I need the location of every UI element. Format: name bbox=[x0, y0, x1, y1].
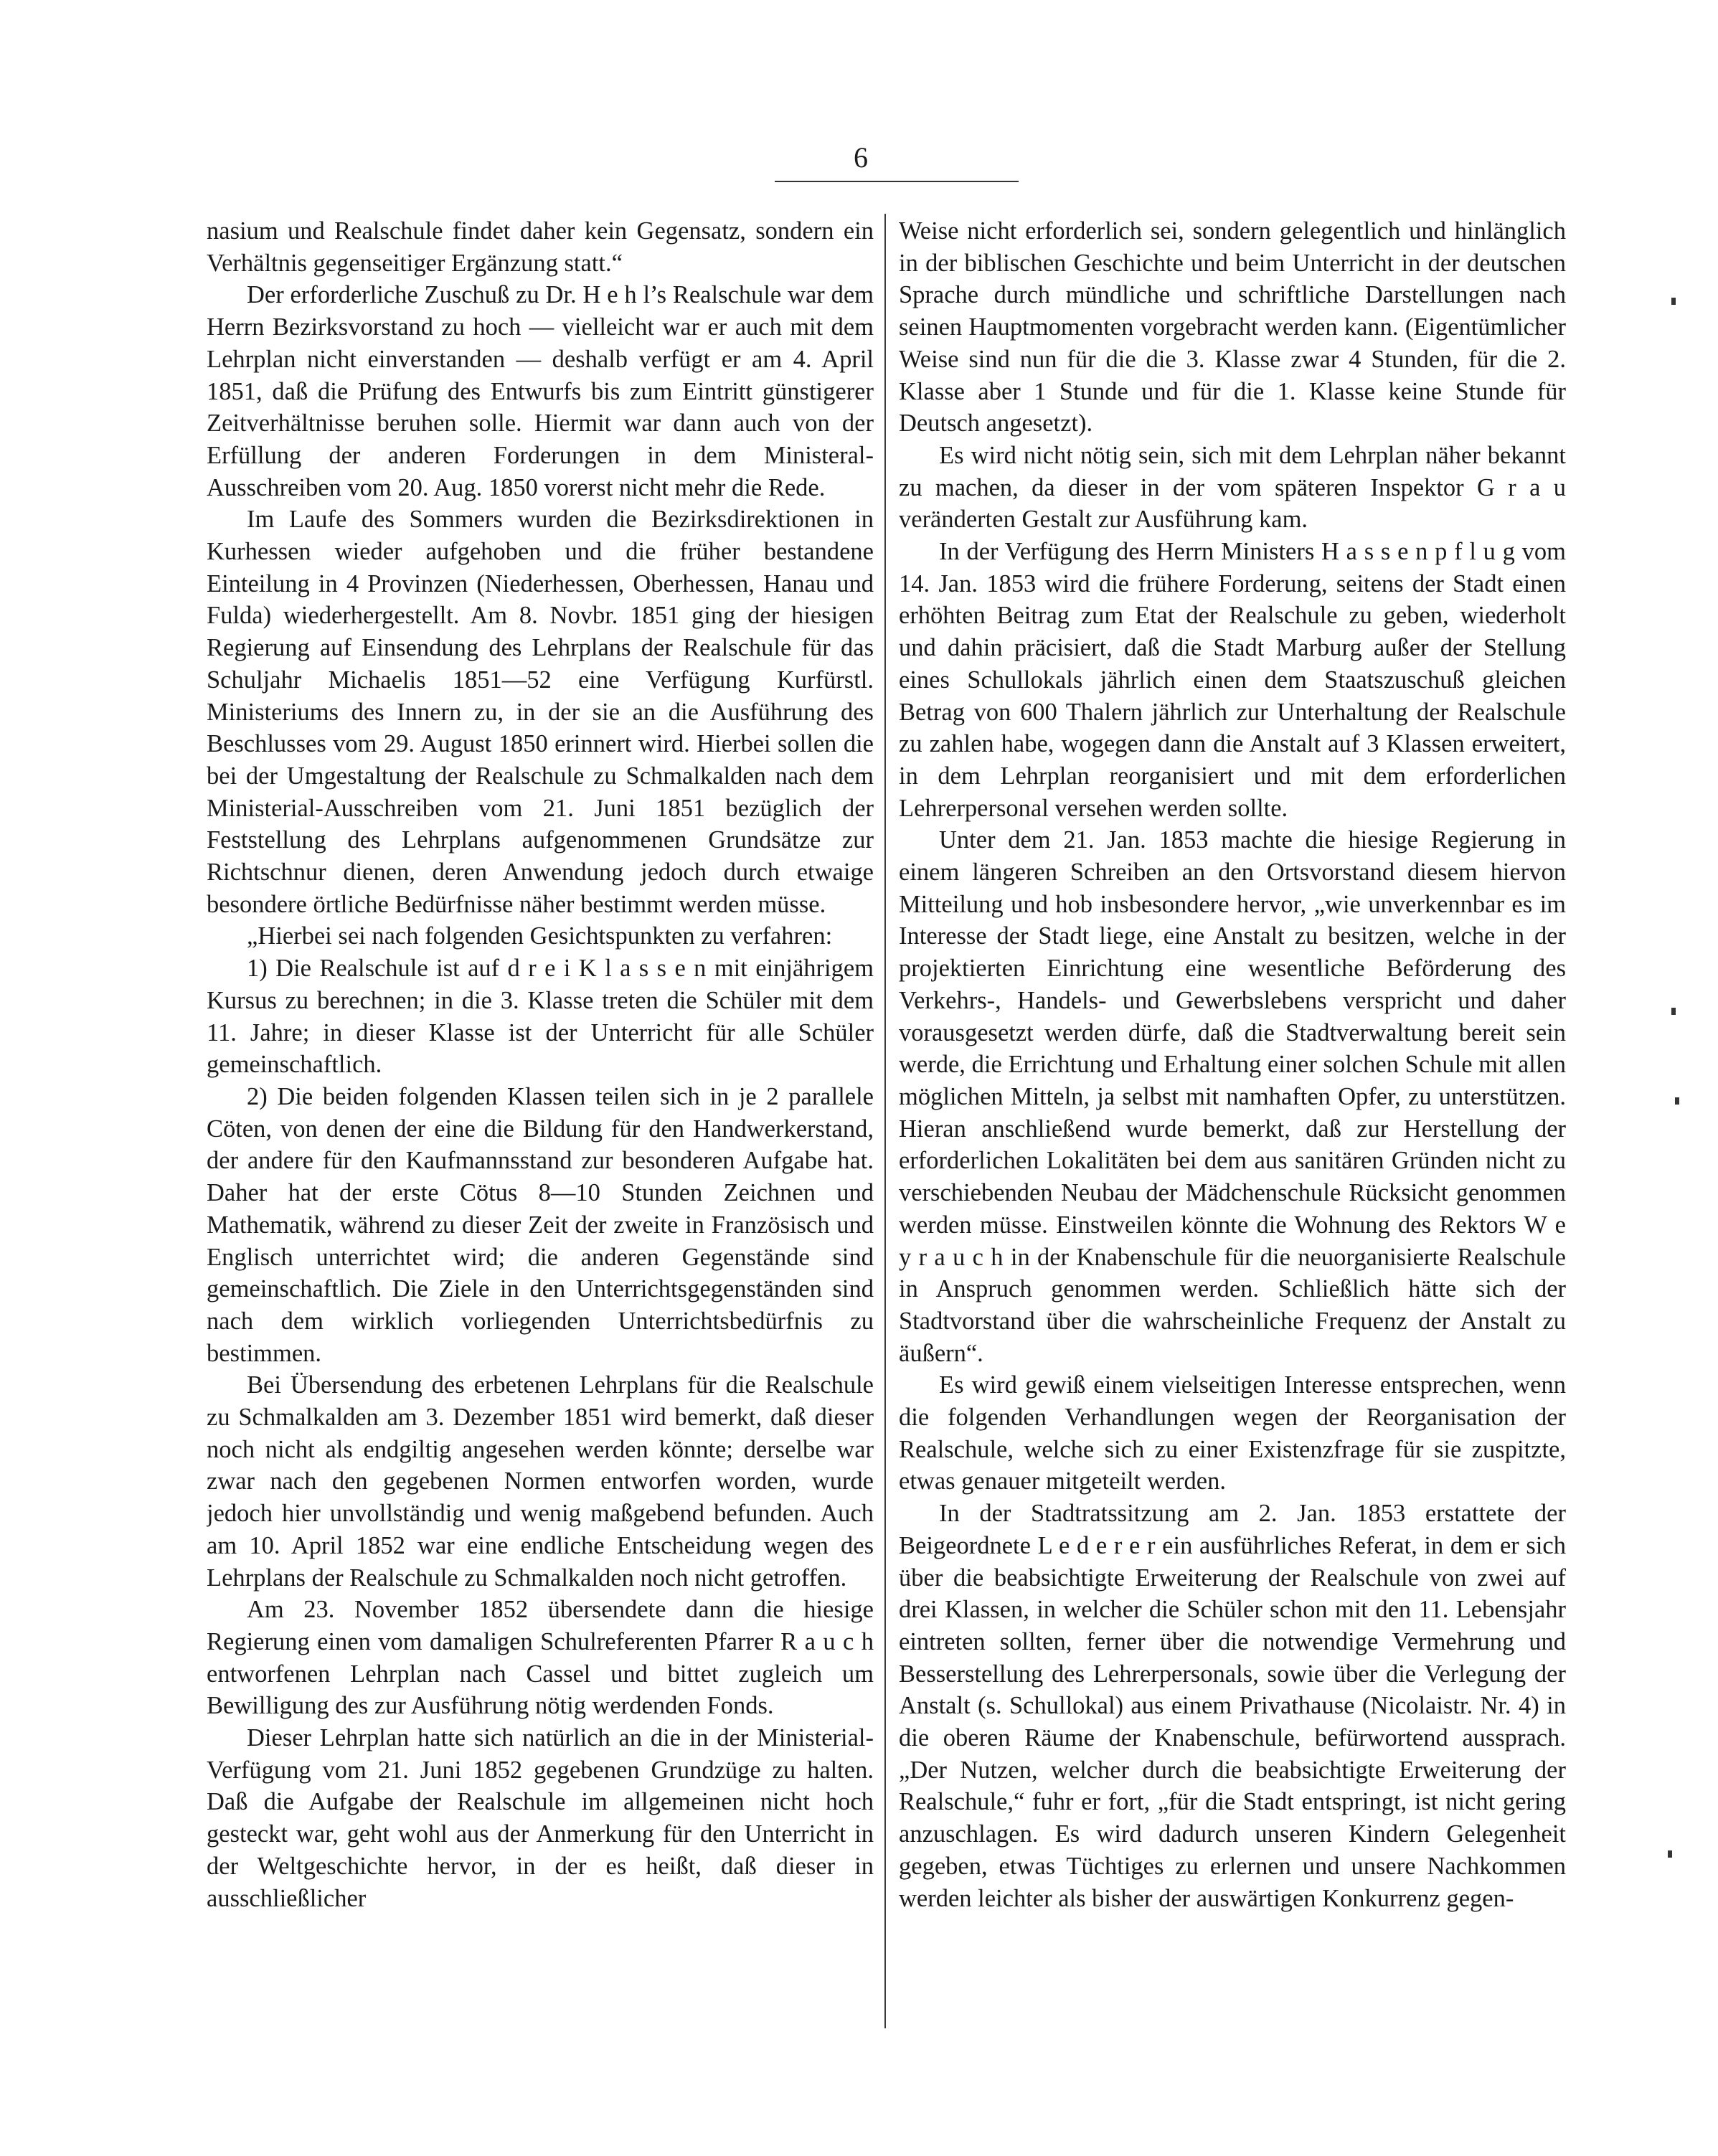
scan-speck bbox=[1671, 298, 1676, 305]
header-rule bbox=[775, 181, 1019, 182]
paragraph: Am 23. November 1852 übersendete dann die hiesige Regierung einen vom damaligen Schulreferenten Pfarrer R a u c h entworfenen Lehrplan nach Cassel und bittet zugleich um Bewilligung des zur Ausführung nötig werdenden Fonds. bbox=[207, 1596, 874, 1720]
paragraph: 1) Die Realschule ist auf d r e i K l a s s e n mit einjährigem Kursus zu berechnen; in die 3. Klasse treten die Schüler mit dem 11. Jahre; in dieser Klasse ist der Unterricht für alle Schüler gemeinschaftlich. bbox=[207, 955, 874, 1079]
paragraph: Weise nicht erforderlich sei, sondern gelegentlich und hinlänglich in der biblischen Geschichte und beim Unterricht in der deutschen Sprache durch mündliche und schriftliche Darstellungen nach seinen Hauptmomenten vorgebracht werden kann. (Eigentümlicher Weise sind nun für die die 3. Klasse zwar 4 Stunden, für die 2. Klasse aber 1 Stunde und für die 1. Klasse keine Stunde für Deutsch angesetzt). bbox=[899, 217, 1566, 438]
paragraph: In der Stadtratssitzung am 2. Jan. 1853 erstattete der Beigeordnete L e d e r e r ein ausführliches Referat, in dem er sich über die beabsichtigte Erweiterung der Realschule von zwei auf drei Klassen, in welcher die Schüler schon mit den 11. Lebensjahr eintreten sollten, ferner über die notwendige Vermehrung und Besserstellung des Lehrerpersonals, sowie über die Verlegung der Anstalt (s. Schullokal) aus einem Privathause (Nicolaistr. Nr. 4) in die oberen Räume der Knabenschule, befürwortend aussprach. „Der Nutzen, welcher durch die beabsichtigte Erweiterung der Realschule,“ fuhr er fort, „für die Stadt entspringt, ist nicht gering anzuschlagen. Es wird dadurch unseren Kindern Gelegenheit gegeben, etwas Tüchtiges zu erlernen und unsere Nachkommen werden leichter als bisher der auswärtigen Konkurrenz gegen- bbox=[899, 1500, 1566, 1912]
paragraph: Dieser Lehrplan hatte sich natürlich an die in der Ministerial-Verfügung vom 21. Juni 1852 gegebenen Grundzüge zu halten. Daß die Aufgabe der Realschule im allgemeinen nicht hoch gesteckt war, geht wohl aus der Anmerkung für den Unterricht in der Weltgeschichte hervor, in der es heißt, daß dieser in ausschließlicher bbox=[207, 1724, 874, 1912]
paragraph: Es wird nicht nötig sein, sich mit dem Lehrplan näher bekannt zu machen, da dieser in der vom späteren Inspektor G r a u veränderten Gestalt zur Ausführung kam. bbox=[899, 441, 1566, 534]
paragraph: Im Laufe des Sommers wurden die Bezirksdirektionen in Kurhessen wieder aufgehoben und die früher bestandene Einteilung in 4 Provinzen (Niederhessen, Oberhessen, Hanau und Fulda) wiederhergestellt. Am 8. Novbr. 1851 ging der hiesigen Regierung auf Einsendung des Lehrplans der Realschule für das Schuljahr Michaelis 1851—52 eine Verfügung Kurfürstl. Ministeriums des Innern zu, in der sie an die Ausführung des Beschlusses vom 29. August 1850 erinnert wird. Hierbei sollen die bei der Umgestaltung der Realschule zu Schmalkalden nach dem Ministerial-Ausschreiben vom 21. Juni 1851 bezüglich der Feststellung des Lehrplans aufgenommenen Grundsätze zur Richtschnur dienen, deren Anwendung jedoch durch etwaige besondere örtliche Bedürfnisse näher bestimmt werden müsse. bbox=[207, 506, 874, 918]
right-column bbox=[899, 215, 1566, 2123]
paragraph: Es wird gewiß einem vielseitigen Interesse entsprechen, wenn die folgenden Verhandlungen wegen der Reorganisation der Realschule, welche sich zu einer Existenzfrage für sie zuspitzte, etwas genauer mitgeteilt werden. bbox=[899, 1371, 1566, 1495]
scan-speck bbox=[1671, 1008, 1676, 1015]
paragraph: nasium und Realschule findet daher kein Gegensatz, sondern ein Verhältnis gegenseitiger Ergänzung statt.“ bbox=[207, 217, 874, 277]
paragraph: Unter dem 21. Jan. 1853 machte die hiesige Regierung in einem längeren Schreiben an den Ortsvorstand diesem hiervon Mitteilung und hob insbesondere hervor, „wie unverkennbar es im Interesse der Stadt liege, eine Anstalt zu besitzen, welche in der projektierten Einrichtung eine wesentliche Beförderung des Verkehrs-, Handels- und Gewerbslebens verspricht und daher vorausgesetzt werden dürfe, daß die Stadtverwaltung bereit sein werde, die Errichtung und Erhaltung einer solchen Schule mit allen möglichen Mitteln, ja selbst mit namhaften Opfer, zu unterstützen. Hieran anschließend wurde bemerkt, daß zur Herstellung der erforderlichen Lokalitäten bei dem aus sanitären Gründen nicht zu verschiebenden Neubau der Mädchenschule Rücksicht genommen werden müsse. Einstweilen könnte die Wohnung des Rektors W e y r a u c h in der Knabenschule für die neuorganisierte Realschule in Anspruch genommen werden. Schließlich hätte sich der Stadtvorstand über die wahrscheinliche Frequenz der Anstalt zu äußern“. bbox=[899, 826, 1566, 1367]
left-column bbox=[207, 215, 874, 2123]
column-divider bbox=[884, 214, 886, 2028]
paragraph: Der erforderliche Zuschuß zu Dr. H e h l’s Realschule war dem Herrn Bezirksvorstand zu hoch — vielleicht war er auch mit dem Lehrplan nicht einverstanden — deshalb verfügt er am 4. April 1851, daß die Prüfung des Entwurfs bis zum Eintritt günstigerer Zeitverhältnisse beruhen solle. Hiermit war dann auch von der Erfüllung der anderen Forderungen in dem Ministeral-Ausschreiben vom 20. Aug. 1850 vorerst nicht mehr die Rede. bbox=[207, 281, 874, 501]
paragraph: In der Verfügung des Herrn Ministers H a s s e n p f l u g vom 14. Jan. 1853 wird die frühere Forderung, seitens der Stadt einen erhöhten Beitrag zum Etat der Realschule zu geben, wiederholt und dahin präcisiert, daß die Stadt Marburg außer der Stellung eines Schullokals jährlich einen dem Staatszuschuß gleichen Betrag von 600 Thalern jährlich zur Unterhaltung der Realschule zu zahlen habe, wogegen dann die Anstalt auf 3 Klassen erweitert, in dem Lehrplan reorganisiert und mit dem erforderlichen Lehrerpersonal versehen werden sollte. bbox=[899, 538, 1566, 822]
scan-speck bbox=[1675, 1097, 1679, 1105]
paragraph: „Hierbei sei nach folgenden Gesichtspunkten zu verfahren: bbox=[247, 922, 833, 950]
scan-speck bbox=[1668, 1850, 1672, 1858]
paragraph: 2) Die beiden folgenden Klassen teilen sich in je 2 parallele Cöten, von denen der eine die Bildung für den Handwerkerstand, der andere für den Kaufmannsstand zur besonderen Aufgabe hat. Daher hat der erste Cötus 8—10 Stunden Zeichnen und Mathematik, während zu dieser Zeit der zweite in Französisch und Englisch unterrichtet wird; die anderen Gegenstände sind gemeinschaftlich. Die Ziele in den Unterrichtsgegenständen sind nach dem wirklich vorliegenden Unterrichtsbedürfnis zu bestimmen. bbox=[207, 1082, 874, 1367]
page-number: 6 bbox=[854, 141, 868, 174]
paragraph: Bei Übersendung des erbetenen Lehrplans für die Realschule zu Schmalkalden am 3. Dezember 1851 wird bemerkt, daß dieser noch nicht als endgiltig angesehen werden könnte; derselbe war zwar nach den gegebenen Normen entworfen worden, wurde jedoch hier unvollständig und wenig maßgebend befunden. Auch am 10. April 1852 war eine endliche Entscheidung wegen des Lehrplans der Realschule zu Schmalkalden noch nicht getroffen. bbox=[207, 1371, 874, 1592]
